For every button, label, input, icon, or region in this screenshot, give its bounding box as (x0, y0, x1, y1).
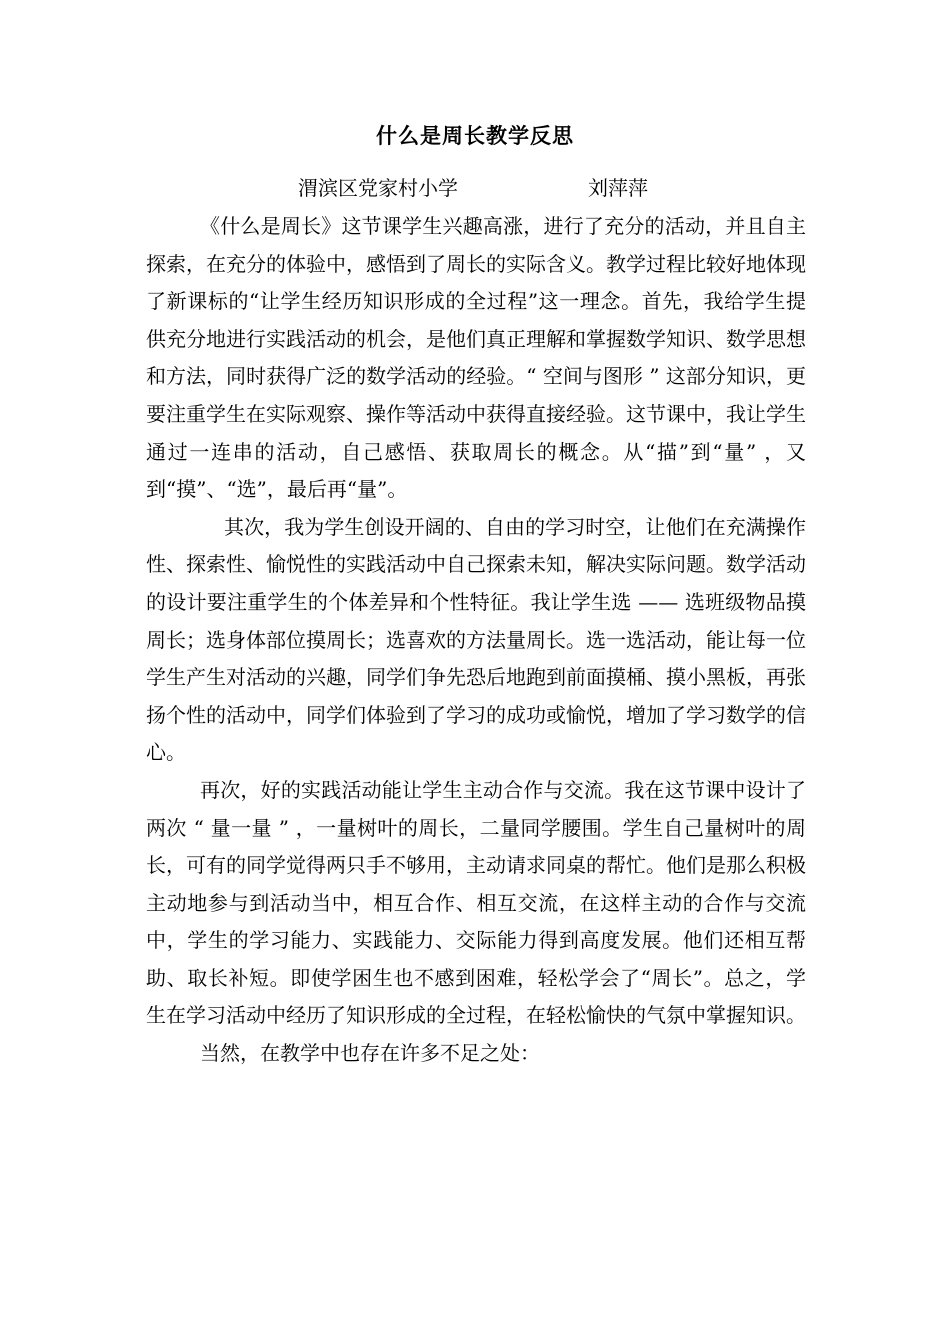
document-title: 什么是周长教学反思 (376, 123, 574, 148)
paragraph-fourth: 当然，在教学中也存在许多不足之处： (200, 1041, 540, 1066)
byline (298, 172, 648, 204)
school-name: 渭滨区党家村小学 (298, 176, 458, 200)
author-name: 刘萍萍 (588, 176, 648, 200)
paragraph-second: 其次，我为学生创设开阔的、自由的学习时空，让他们在充满操作性、探索性、愉悦性的实践活动中自己探索未知，解决实际问题。数学活动的设计要注重学生的个体差异和个性特征。我让学生选 —— 选班级物品摸周长；选身体部位摸周长；选喜欢的方法量周长。选一选活动，能让每一位学生产生对活动的兴趣，同学们争先恐后地跑到前面摸桶、摸小黑板，再张扬个性的活动中，同学们体验到了学习的成功或愉悦，增加了学习数学的信心。 (146, 514, 806, 765)
document-body (146, 208, 806, 1073)
paragraph-third: 再次，好的实践活动能让学生主动合作与交流。我在这节课中设计了两次 “ 量一量 ” ，一量树叶的周长，二量同学腰围。学生自己量树叶的周长，可有的同学觉得两只手不够用，主动请求同桌的帮忙。他们是那么积极主动地参与到活动当中，相互合作、相互交流，在这样主动的合作与交流中，学生的学习能力、实践能力、交际能力得到高度发展。他们还相互帮助、取长补短。即使学困生也不感到困难，轻松学会了“周长”。总之，学生在学习活动中经历了知识形成的全过程，在轻松愉快的气氛中掌握知识。 (146, 777, 806, 1028)
paragraph-intro: 《什么是周长》这节课学生兴趣高涨，进行了充分的活动，并且自主探索，在充分的体验中，感悟到了周长的实际含义。教学过程比较好地体现了新课标的“让学生经历知识形成的全过程”这一理念。首先，我给学生提供充分地进行实践活动的机会，是他们真正理解和掌握数学知识、数学思想和方法，同时获得广泛的数学活动的经验。“ 空间与图形 ” 这部分知识，更要注重学生在实际观察、操作等活动中获得直接经验。这节课中，我让学生通过一连串的活动，自己感悟、获取周长的概念。从“描”到“量” ，又到“摸”、“选”，最后再“量”。 (146, 214, 806, 502)
